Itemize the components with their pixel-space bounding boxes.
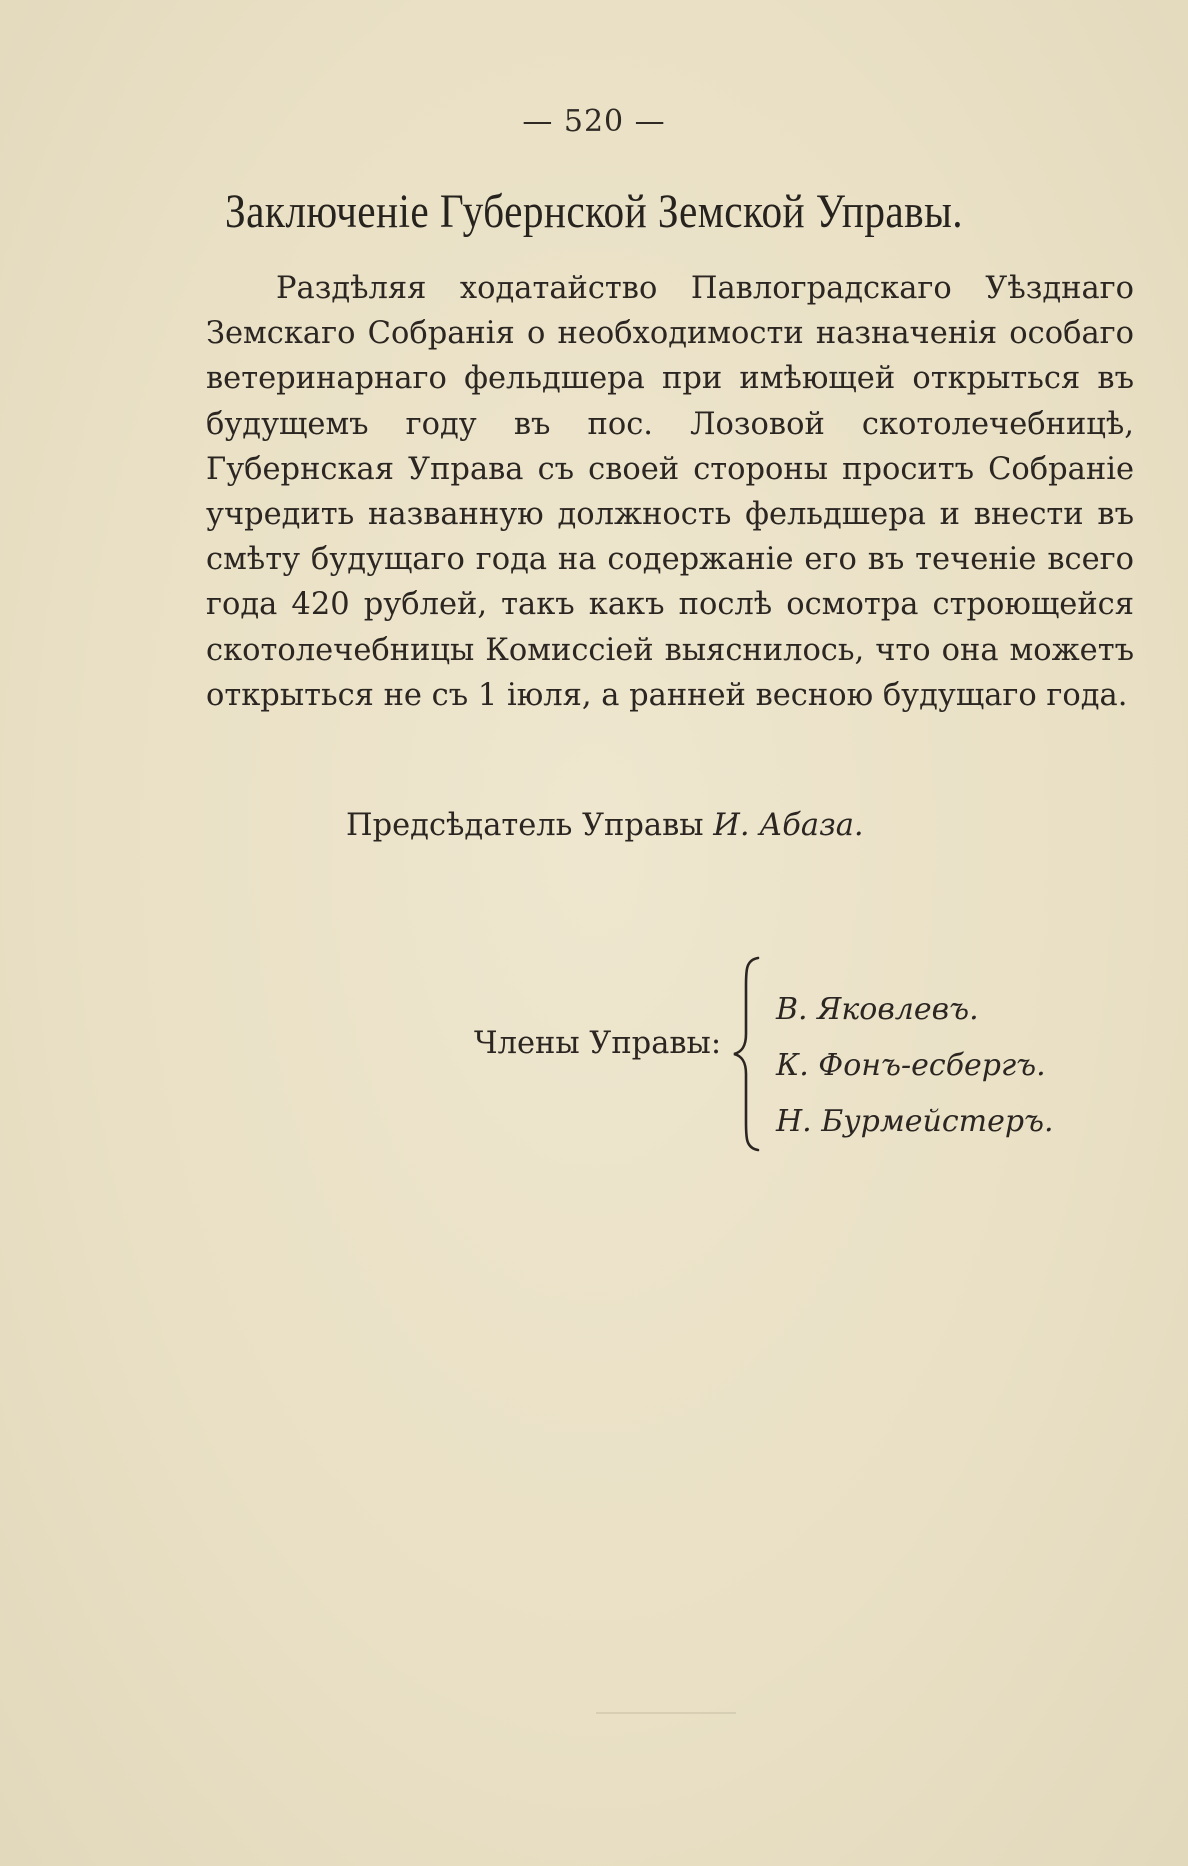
section-heading: Заключеніе Губернской Земской Управы. bbox=[224, 185, 964, 238]
bleed-through-rule bbox=[596, 1712, 736, 1714]
chairman-signature bbox=[346, 808, 864, 843]
members-list bbox=[776, 982, 1054, 1150]
curly-brace-icon bbox=[728, 956, 768, 1152]
member-name: В. Яковлевъ. bbox=[776, 992, 979, 1027]
page-number: — 520 — bbox=[522, 104, 666, 139]
member-name: К. Фонъ-есбергъ. bbox=[776, 1048, 1046, 1083]
chairman-title: Предсѣдатель Управы bbox=[346, 808, 704, 843]
body-paragraph: Раздѣляя ходатайство Павлоградскаго Уѣзднаго Земскаго Собранія о необходимости назначенія особаго ветеринарнаго фельдшера при имѣющей открыться въ будущемъ году въ пос. Лозовой скотолечебницѣ, Губернская Управа съ своей стороны проситъ Собраніе учредить названную должность фельдшера и внести въ смѣту будущаго года на содержаніе его въ теченіе всего года 420 рублей, такъ какъ послѣ осмотра строющейся скотолечебницы Комиссіей выяснилось, что она можетъ открыться не съ 1 іюля, а ранней весною будущаго года. bbox=[206, 271, 1134, 713]
member-name: Н. Бурмейстеръ. bbox=[776, 1104, 1054, 1139]
members-label: Члены Управы: bbox=[474, 1026, 722, 1061]
chairman-name: И. Абаза. bbox=[713, 808, 864, 843]
